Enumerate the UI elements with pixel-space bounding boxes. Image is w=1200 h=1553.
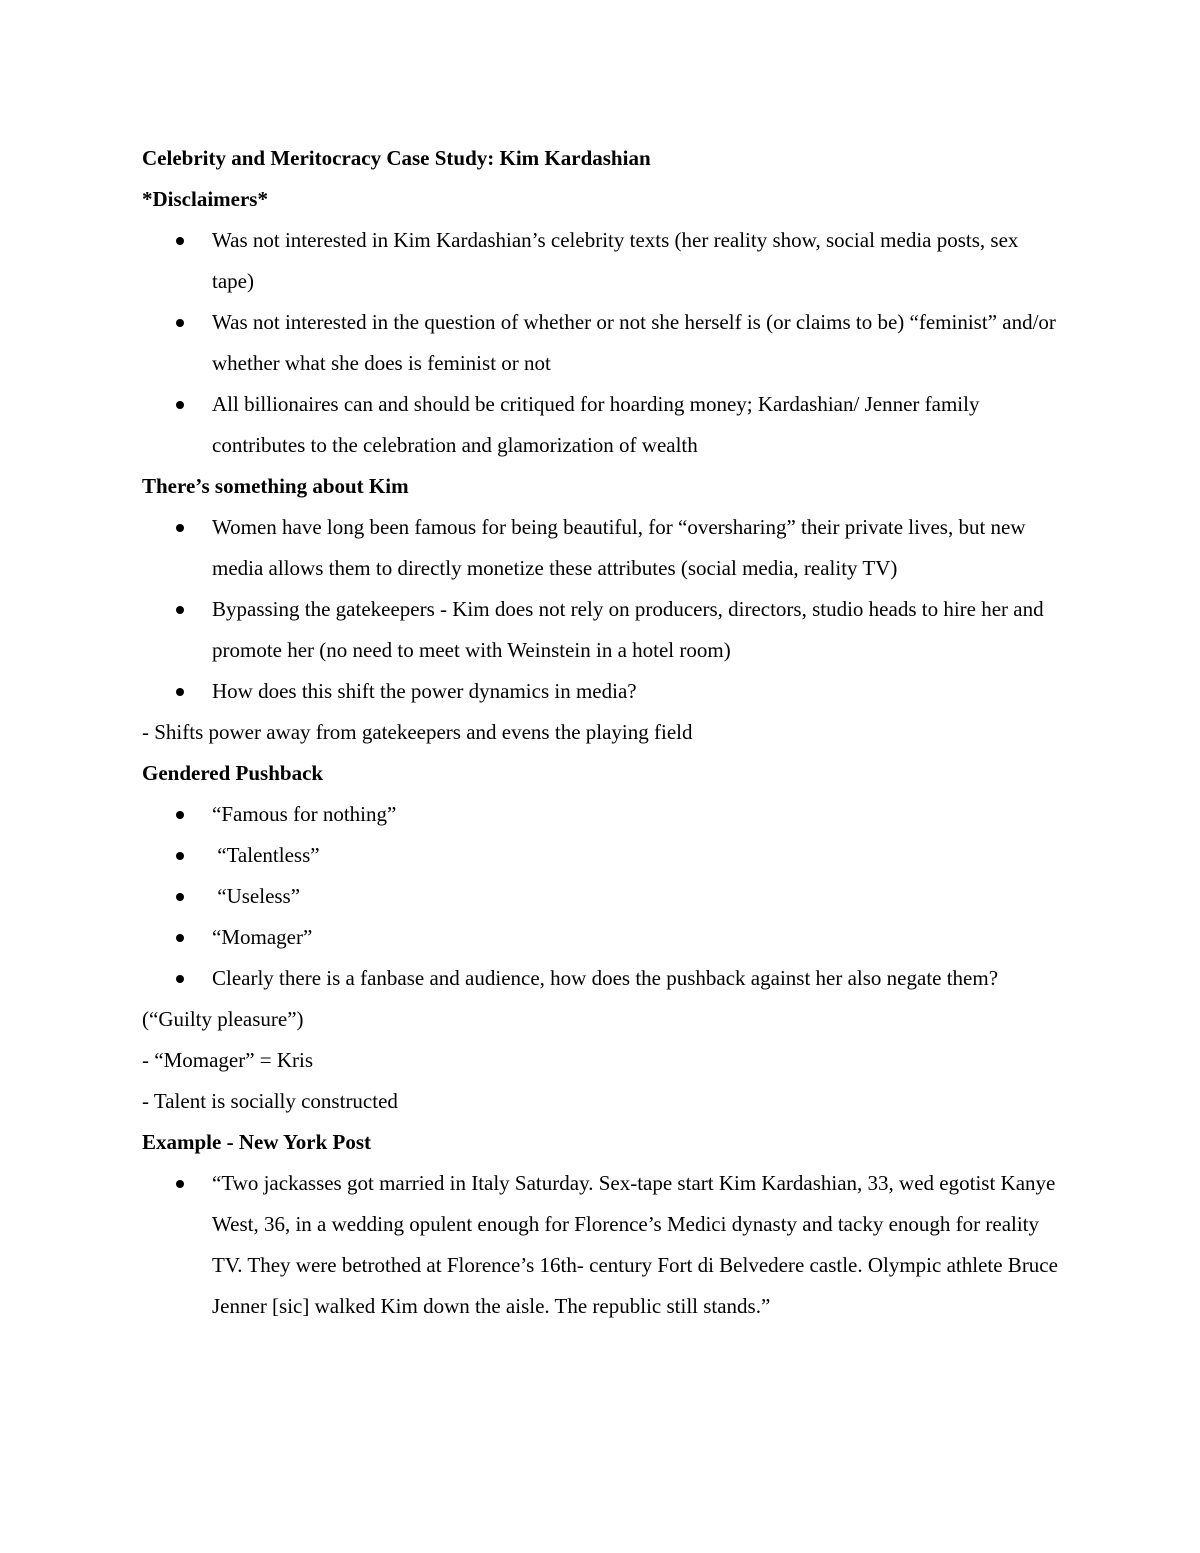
list-item: Was not interested in Kim Kardashian’s celebrity texts (her reality show, social media posts, sex tape) [142, 220, 1062, 302]
example-quote-list [142, 1163, 1062, 1327]
document-title: Celebrity and Meritocracy Case Study: Kim Kardashian [142, 146, 651, 170]
bullet-icon [176, 934, 184, 942]
bullet-icon [176, 975, 184, 983]
document-body [142, 138, 1062, 1327]
bullet-icon [176, 811, 184, 819]
section-heading-disclaimers: *Disclaimers* [142, 187, 268, 211]
list-item: “Momager” [142, 917, 1062, 958]
bullet-icon [176, 893, 184, 901]
bullet-icon [176, 401, 184, 409]
bullet-icon [176, 606, 184, 614]
hanging-bullet-item: Clearly there is a fanbase and audience, how does the pushback against her also negate them? (“Guilty pleasure”) [142, 966, 999, 1031]
list-item: Bypassing the gatekeepers - Kim does not rely on producers, directors, studio heads to hire her and promote her (no need to meet with Weinstein in a hotel room) [142, 589, 1062, 671]
note-line: - Shifts power away from gatekeepers and evens the playing field [142, 720, 693, 744]
bullet-icon [176, 1180, 184, 1188]
list-item: “Useless” [142, 876, 1062, 917]
list-item: All billionaires can and should be critiqued for hoarding money; Kardashian/ Jenner family contributes to the celebration and glamorization of wealth [142, 384, 1062, 466]
bullet-icon [176, 524, 184, 532]
list-item: “Two jackasses got married in Italy Saturday. Sex-tape start Kim Kardashian, 33, wed egotist Kanye West, 36, in a wedding opulent enough for Florence’s Medici dynasty and tacky enough for reality TV. They were betrothed at Florence’s 16th- century Fort di Belvedere castle. Olympic athlete Bruce Jenner [sic] walked Kim down the aisle. The republic still stands.” [142, 1163, 1062, 1327]
bullet-icon [176, 852, 184, 860]
list-item: How does this shift the power dynamics in media? [142, 671, 1062, 712]
gendered-pushback-list [142, 794, 1062, 958]
note-line: - “Momager” = Kris [142, 1048, 314, 1072]
list-item: Was not interested in the question of whether or not she herself is (or claims to be) “feminist” and/or whether what she does is feminist or not [142, 302, 1062, 384]
disclaimers-list [142, 220, 1062, 466]
note-line: - Talent is socially constructed [142, 1089, 398, 1113]
list-item: “Talentless” [142, 835, 1062, 876]
list-item: “Famous for nothing” [142, 794, 1062, 835]
section-heading-something-about-kim: There’s something about Kim [142, 474, 409, 498]
list-item: Women have long been famous for being beautiful, for “oversharing” their private lives, but new media allows them to directly monetize these attributes (social media, reality TV) [142, 507, 1062, 589]
bullet-icon [176, 319, 184, 327]
bullet-icon [176, 688, 184, 696]
section-heading-example-ny-post: Example - New York Post [142, 1130, 372, 1154]
section-heading-gendered-pushback: Gendered Pushback [142, 761, 324, 785]
bullet-icon [176, 237, 184, 245]
something-about-kim-list [142, 507, 1062, 712]
